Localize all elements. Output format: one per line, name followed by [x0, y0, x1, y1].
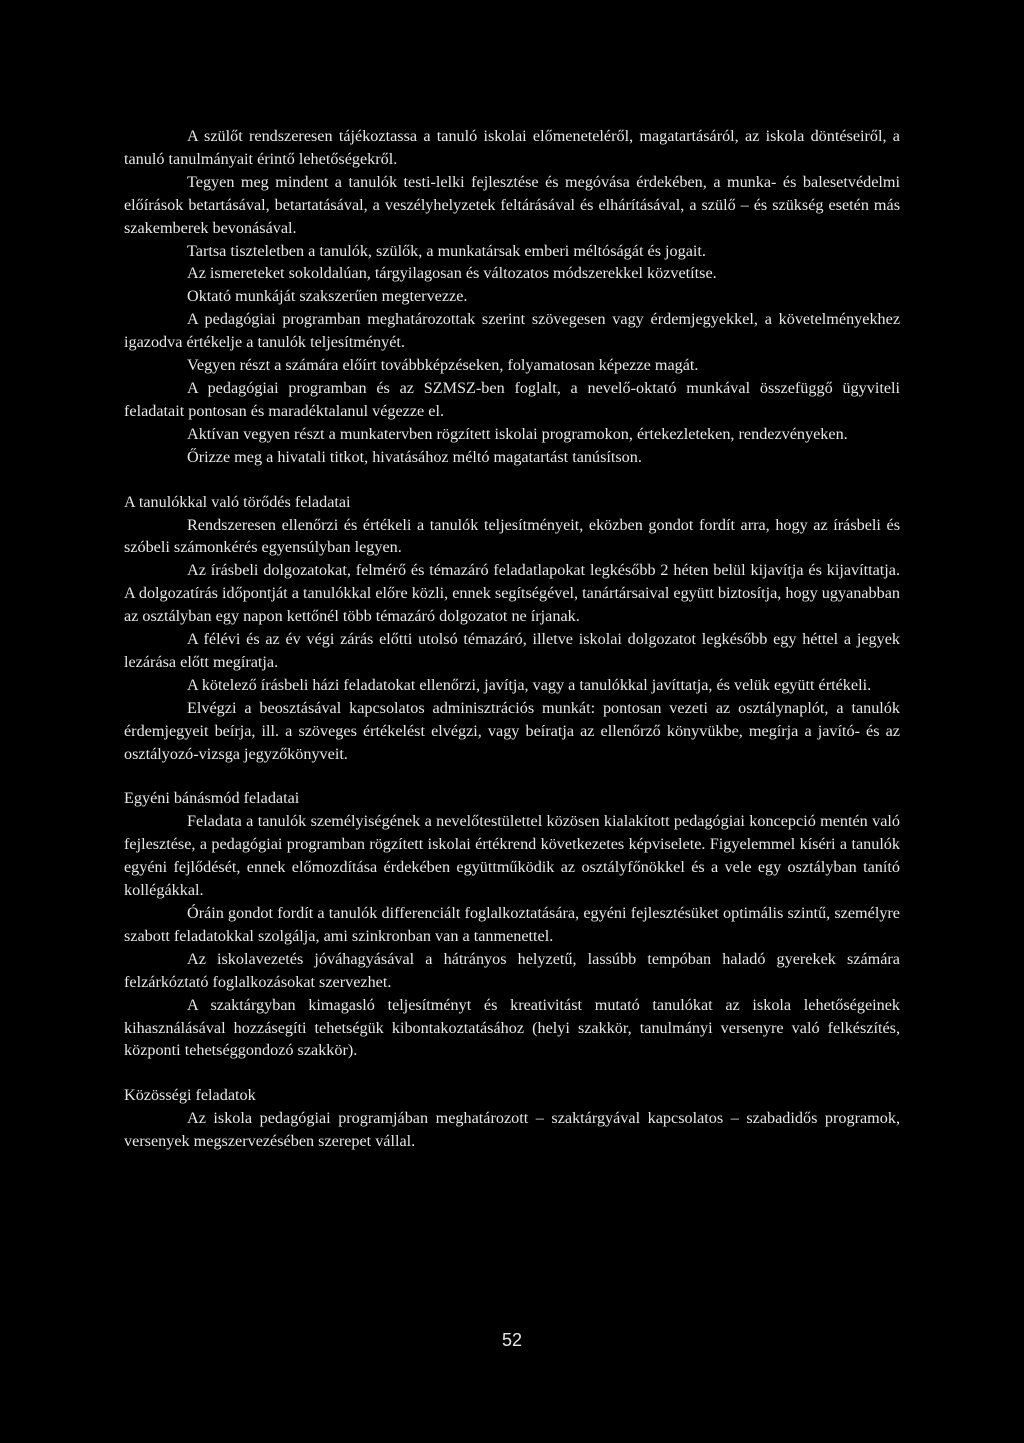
- intro-section: [124, 125, 900, 469]
- paragraph: Oktató munkáját szakszerűen megtervezze.: [187, 287, 468, 306]
- paragraph: A szülőt rendszeresen tájékoztassa a tanuló iskolai előmeneteléről, magatartásáról, az iskola döntéseiről, a tanuló tanulmányait érintő lehetőségekről.: [124, 127, 900, 168]
- paragraph: A pedagógiai programban és az SZMSZ-ben foglalt, a nevelő-oktató munkával összefüggő ügyviteli feladatait pontosan és maradéktalanul végezze el.: [124, 378, 900, 420]
- paragraph: Rendszeresen ellenőrzi és értékeli a tanulók teljesítményeit, eközben gondot fordít arra, hogy az írásbeli és szóbeli számonkérés egyensúlyban legyen.: [124, 515, 900, 557]
- paragraph: Tartsa tiszteletben a tanulók, szülők, a munkatársak emberi méltóságát és jogait.: [187, 241, 706, 260]
- paragraph: Vegyen részt a számára előírt továbbképzéseken, folyamatosan képezze magát.: [187, 356, 699, 375]
- individual-section: [124, 787, 900, 1062]
- paragraph: A félévi és az év végi zárás előtti utolsó témazáró, illetve iskolai dolgozatot legkésőbb egy héttel a jegyek lezárása előtt megíratja.: [124, 630, 900, 671]
- paragraph: Óráin gondot fordít a tanulók differenciált foglalkoztatására, egyéni fejlesztésüket optimális szintű, személyre szabott feladatokkal szolgálja, ami szinkronban van a tanmenettel.: [124, 904, 900, 945]
- section-heading: Egyéni bánásmód feladatai: [124, 789, 300, 808]
- paragraph: Az iskolavezetés jóváhagyásával a hátrányos helyzetű, lassúbb tempóban haladó gyerekek számára felzárkóztató foglalkozásokat szervezhet.: [124, 949, 900, 991]
- paragraph: Tegyen meg mindent a tanulók testi-lelki fejlesztése és megóvása érdekében, a munka- és balesetvédelmi előírások betartásával, betartatásával, a veszélyhelyzetek feltárásával és elhárításával, a szülő – és szükség esetén más szakemberek bevonásával.: [124, 172, 900, 237]
- page-number: 52: [501, 1330, 523, 1350]
- paragraph: Az írásbeli dolgozatokat, felmérő és témazáró feladatlapokat legkésőbb 2 héten belül kijavítja és kijavíttatja. A dolgozatírás időpontját a tanulókkal előre közli, ennek segítségével, tanártársaival együtt biztosítja, hogy ugyanabban az osztályban egy napon kettőnél több témazáró dolgozatot ne írjanak.: [124, 561, 900, 626]
- paragraph: Feladata a tanulók személyiségének a nevelőtestülettel közösen kialakított pedagógiai koncepció mentén való fejlesztése, a pedagógiai programban rögzített iskolai értékrend következetes képviselete. Figyelemmel kíséri a tanulók egyéni fejlődését, ennek előmozdítása érdekében együttműködik az osztályfőnökkel és a vele egy osztályban tanító kollégákkal.: [124, 812, 900, 900]
- paragraph: A szaktárgyban kimagasló teljesítményt és kreativitást mutató tanulókat az iskola lehetőségeinek kihasználásával hozzásegíti tehetségük kibontakoztatásához (helyi szakkör, tanulmányi versenyre való felkészítés, központi tehetséggondozó szakkör).: [124, 995, 900, 1060]
- paragraph: Elvégzi a beosztásával kapcsolatos adminisztrációs munkát: pontosan vezeti az osztálynaplót, a tanulók érdemjegyeit beírja, ill. a szöveges értékelést elvégzi, vagy beíratja az ellenőrző könyvükbe, megírja a javító- és az osztályozó-vizsga jegyzőkönyveit.: [124, 698, 900, 763]
- paragraph: A kötelező írásbeli házi feladatokat ellenőrzi, javítja, vagy a tanulókkal javíttatja, és velük együtt értékeli.: [187, 675, 872, 694]
- section-heading: Közösségi feladatok: [124, 1086, 256, 1105]
- document-body: [124, 125, 900, 1153]
- paragraph: Őrizze meg a hivatali titkot, hivatásához méltó magatartást tanúsítson.: [187, 447, 642, 466]
- section-heading: A tanulókkal való törődés feladatai: [124, 492, 351, 511]
- paragraph: Aktívan vegyen részt a munkatervben rögzített iskolai programokon, értekezleteken, rendezvényeken.: [187, 424, 848, 443]
- paragraph: A pedagógiai programban meghatározottak szerint szövegesen vagy érdemjegyekkel, a követelményekhez igazodva értékelje a tanulók teljesítményét.: [124, 310, 900, 352]
- paragraph: Az ismereteket sokoldalúan, tárgyilagosan és változatos módszerekkel közvetítse.: [187, 264, 717, 283]
- community-section: [124, 1084, 900, 1153]
- paragraph: Az iskola pedagógiai programjában meghatározott – szaktárgyával kapcsolatos – szabadidős programok, versenyek megszervezésében szerepet vállal.: [124, 1109, 900, 1151]
- care-section: [124, 491, 900, 766]
